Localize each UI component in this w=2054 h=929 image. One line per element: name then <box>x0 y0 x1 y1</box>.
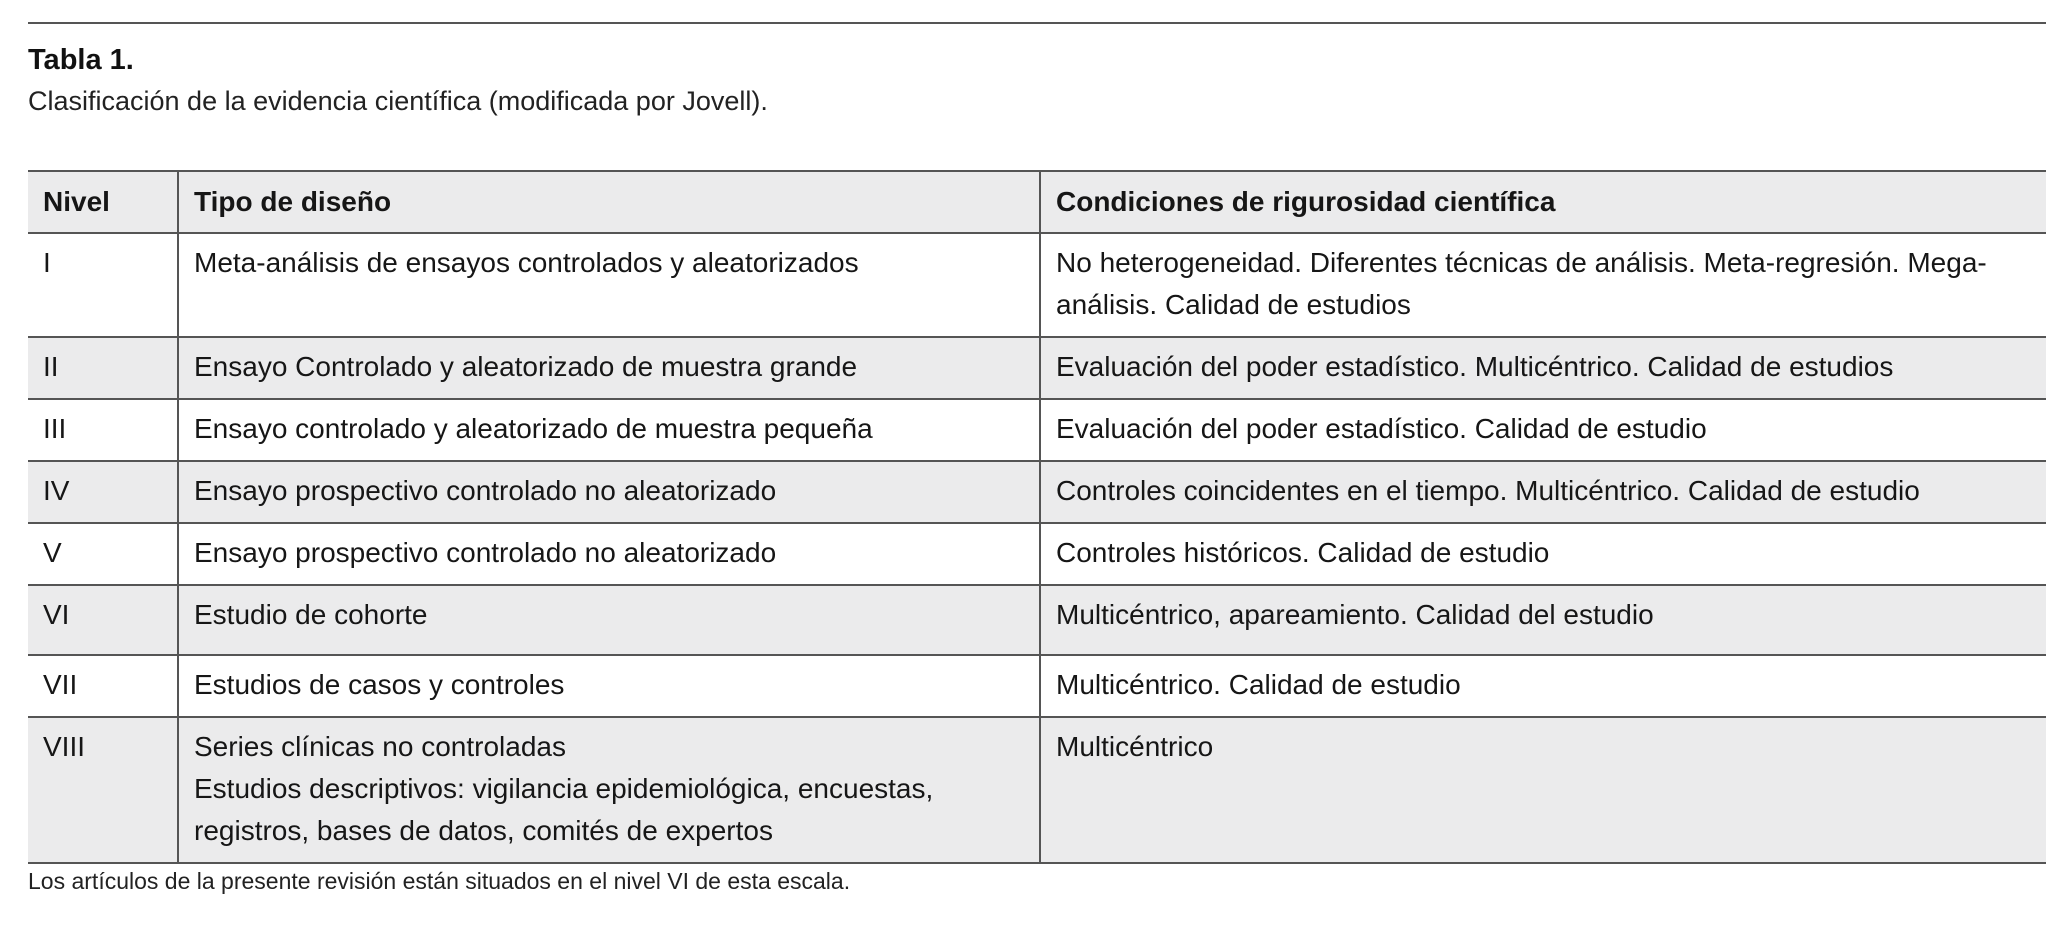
evidence-table <box>28 170 2046 864</box>
table-row <box>28 585 2046 655</box>
cell-tipo-line: Estudios descriptivos: vigilancia epidemiológica, encuestas, registros, bases de datos, comités de expertos <box>194 773 934 846</box>
cell-tipo-line: Estudios de casos y controles <box>194 669 565 700</box>
table-row <box>28 523 2046 585</box>
cell-nivel: IV <box>28 461 178 523</box>
cell-tipo <box>178 461 1040 523</box>
cell-tipo <box>178 399 1040 461</box>
header-nivel: Nivel <box>28 171 178 233</box>
cell-tipo <box>178 233 1040 337</box>
cell-condiciones: No heterogeneidad. Diferentes técnicas de análisis. Meta-regresión. Mega-análisis. Calidad de estudios <box>1040 233 2046 337</box>
cell-condiciones: Evaluación del poder estadístico. Multicéntrico. Calidad de estudios <box>1040 337 2046 399</box>
header-tipo-de-diseno: Tipo de diseño <box>178 171 1040 233</box>
table-row <box>28 655 2046 717</box>
cell-nivel: I <box>28 233 178 337</box>
cell-nivel: VI <box>28 585 178 655</box>
table-row <box>28 337 2046 399</box>
table-title: Tabla 1. <box>28 44 134 76</box>
table-row <box>28 233 2046 337</box>
cell-tipo-line: Ensayo controlado y aleatorizado de muestra pequeña <box>194 413 873 444</box>
cell-nivel: V <box>28 523 178 585</box>
cell-condiciones: Multicéntrico, apareamiento. Calidad del estudio <box>1040 585 2046 655</box>
table-row <box>28 461 2046 523</box>
cell-nivel: VII <box>28 655 178 717</box>
cell-nivel: II <box>28 337 178 399</box>
cell-tipo <box>178 655 1040 717</box>
cell-tipo-line: Meta-análisis de ensayos controlados y aleatorizados <box>194 247 859 278</box>
cell-condiciones: Controles coincidentes en el tiempo. Multicéntrico. Calidad de estudio <box>1040 461 2046 523</box>
cell-tipo <box>178 337 1040 399</box>
cell-tipo <box>178 523 1040 585</box>
cell-tipo-line: Ensayo prospectivo controlado no aleatorizado <box>194 537 777 568</box>
table-caption: Clasificación de la evidencia científica (modificada por Jovell). <box>28 86 768 116</box>
cell-nivel: VIII <box>28 717 178 863</box>
table-row <box>28 399 2046 461</box>
cell-condiciones: Multicéntrico <box>1040 717 2046 863</box>
cell-tipo <box>178 717 1040 863</box>
table-header-row <box>28 171 2046 233</box>
cell-tipo-line: Series clínicas no controladas <box>194 731 566 762</box>
table-row <box>28 717 2046 863</box>
cell-condiciones: Evaluación del poder estadístico. Calidad de estudio <box>1040 399 2046 461</box>
top-rule <box>28 22 2046 24</box>
table-footnote: Los artículos de la presente revisión están situados en el nivel VI de esta escala. <box>28 868 851 894</box>
cell-tipo-line: Ensayo Controlado y aleatorizado de muestra grande <box>194 351 858 382</box>
cell-tipo <box>178 585 1040 655</box>
cell-nivel: III <box>28 399 178 461</box>
header-condiciones: Condiciones de rigurosidad científica <box>1040 171 2046 233</box>
cell-tipo-line: Ensayo prospectivo controlado no aleatorizado <box>194 475 777 506</box>
cell-condiciones: Controles históricos. Calidad de estudio <box>1040 523 2046 585</box>
cell-condiciones: Multicéntrico. Calidad de estudio <box>1040 655 2046 717</box>
cell-tipo-line: Estudio de cohorte <box>194 599 428 630</box>
